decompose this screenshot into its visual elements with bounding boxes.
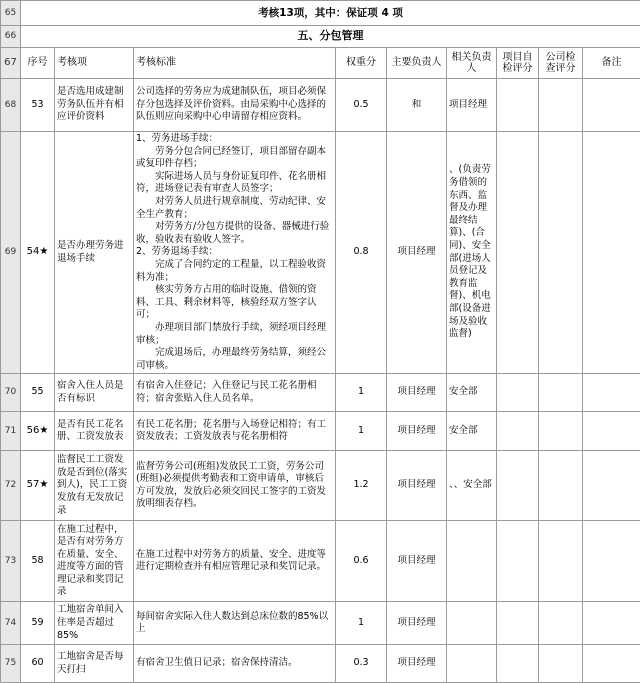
standard-line: 有宿舍卫生值日记录；宿舍保持清洁。	[136, 657, 333, 670]
self-score-cell[interactable]	[497, 79, 539, 132]
section-title[interactable]: 五、分包管理	[21, 26, 640, 48]
related-owner-cell[interactable]	[447, 602, 497, 645]
weight-cell[interactable]: 1	[336, 412, 387, 451]
row-number[interactable]: 68	[1, 79, 21, 132]
remark-cell[interactable]	[583, 602, 640, 645]
standard-cell[interactable]	[134, 412, 336, 451]
standard-cell[interactable]	[134, 79, 336, 132]
table-row	[1, 412, 640, 451]
row-number[interactable]: 73	[1, 521, 21, 602]
table-row	[1, 602, 640, 645]
standard-cell[interactable]	[134, 521, 336, 602]
remark-cell[interactable]	[583, 521, 640, 602]
row-number[interactable]: 74	[1, 602, 21, 645]
main-owner-cell[interactable]: 和	[387, 79, 447, 132]
seq-cell[interactable]: 57★	[21, 451, 55, 521]
standard-cell[interactable]	[134, 451, 336, 521]
weight-cell[interactable]: 1.2	[336, 451, 387, 521]
standard-cell[interactable]	[134, 374, 336, 412]
related-owner-cell[interactable]: 、、安全部	[447, 451, 497, 521]
remark-cell[interactable]	[583, 451, 640, 521]
header-self-score[interactable]: 项目自检评分	[497, 48, 539, 79]
header-row	[1, 48, 640, 79]
related-owner-cell[interactable]: 项目经理	[447, 79, 497, 132]
company-score-cell[interactable]	[539, 645, 583, 683]
standard-line: 完成了合同约定的工程量，以工程验收资料为准；	[136, 259, 333, 284]
standard-line: 对劳务人员进行规章制度、劳动纪律、安全生产教育；	[136, 196, 333, 221]
table-row	[1, 521, 640, 602]
row-number[interactable]: 67	[1, 48, 21, 79]
summary-text[interactable]: 考核13项，其中：保证项 4 项	[21, 1, 640, 26]
standard-line: 核实劳务方占用的临时设施、借领的资料、工具、剩余材料等，核验经双方签字认可；	[136, 284, 333, 322]
weight-cell[interactable]: 0.8	[336, 132, 387, 374]
self-score-cell[interactable]	[497, 645, 539, 683]
header-standard[interactable]: 考核标准	[134, 48, 336, 79]
standard-line: 办理项目部门禁放行手续，须经项目经理审核；	[136, 322, 333, 347]
seq-cell[interactable]: 53	[21, 79, 55, 132]
standard-line: 在施工过程中对劳务方的质量、安全、进度等进行定期检查并有相应管理记录和奖罚记录。	[136, 549, 333, 574]
self-score-cell[interactable]	[497, 451, 539, 521]
row-number[interactable]: 66	[1, 26, 21, 48]
header-seq[interactable]: 序号	[21, 48, 55, 79]
company-score-cell[interactable]	[539, 521, 583, 602]
seq-cell[interactable]: 54★	[21, 132, 55, 374]
seq-cell[interactable]: 55	[21, 374, 55, 412]
item-cell[interactable]: 工地宿舍是否每天打扫	[55, 645, 134, 683]
item-cell[interactable]: 在施工过程中，是否有对劳务方在质量、安全、进度等方面的管理记录和奖罚记录	[55, 521, 134, 602]
company-score-cell[interactable]	[539, 374, 583, 412]
remark-cell[interactable]	[583, 645, 640, 683]
related-owner-cell[interactable]	[447, 521, 497, 602]
row-number[interactable]: 70	[1, 374, 21, 412]
self-score-cell[interactable]	[497, 602, 539, 645]
weight-cell[interactable]: 0.6	[336, 521, 387, 602]
weight-cell[interactable]: 0.3	[336, 645, 387, 683]
table-row	[1, 79, 640, 132]
header-main-owner[interactable]: 主要负责人	[387, 48, 447, 79]
company-score-cell[interactable]	[539, 79, 583, 132]
standard-line: 2、劳务退场手续：	[136, 246, 333, 259]
row-number[interactable]: 71	[1, 412, 21, 451]
row-number[interactable]: 69	[1, 132, 21, 374]
standard-line: 劳务分包合同已经签订，项目部留存副本或复印件存档；	[136, 146, 333, 171]
item-cell[interactable]: 监督民工工资发放是否到位(落实到人)，民工工资发放有无发放记录	[55, 451, 134, 521]
standard-line: 监督劳务公司(班组)发放民工工资，劳务公司(班组)必须提供考勤表和工资申请单，审核后方可发放，发放后必须交回民工签字的工资发放明细表存档。	[136, 461, 333, 511]
header-related-owner[interactable]: 相关负责人	[447, 48, 497, 79]
company-score-cell[interactable]	[539, 412, 583, 451]
company-score-cell[interactable]	[539, 451, 583, 521]
self-score-cell[interactable]	[497, 132, 539, 374]
main-owner-cell[interactable]: 项目经理	[387, 412, 447, 451]
related-owner-cell[interactable]	[447, 645, 497, 683]
item-cell[interactable]: 是否办理劳务进退场手续	[55, 132, 134, 374]
remark-cell[interactable]	[583, 79, 640, 132]
section-row	[1, 26, 640, 48]
company-score-cell[interactable]	[539, 132, 583, 374]
row-number[interactable]: 75	[1, 645, 21, 683]
row-number[interactable]: 65	[1, 1, 21, 26]
self-score-cell[interactable]	[497, 374, 539, 412]
table-row	[1, 645, 640, 683]
related-owner-cell[interactable]: 安全部	[447, 374, 497, 412]
standard-cell[interactable]	[134, 602, 336, 645]
main-owner-cell[interactable]: 项目经理	[387, 521, 447, 602]
summary-row	[1, 1, 640, 26]
main-owner-cell[interactable]: 项目经理	[387, 451, 447, 521]
standard-line: 有民工花名册；花名册与入场登记相符；有工资发放表；工资发放表与花名册相符	[136, 419, 333, 444]
item-cell[interactable]: 是否有民工花名册、工资发放表	[55, 412, 134, 451]
standard-cell[interactable]	[134, 132, 336, 374]
seq-cell[interactable]: 58	[21, 521, 55, 602]
weight-cell[interactable]: 1	[336, 602, 387, 645]
remark-cell[interactable]	[583, 374, 640, 412]
standard-line: 每间宿舍实际入住人数达到总床位数的85%以上	[136, 611, 333, 636]
standard-line: 1、劳务进场手续：	[136, 133, 333, 146]
item-cell[interactable]: 是否选用成建制劳务队伍并有相应评价资料	[55, 79, 134, 132]
standard-line: 有宿舍入住登记；入住登记与民工花名册相符；宿舍张贴入住人员名单。	[136, 380, 333, 405]
table-row	[1, 451, 640, 521]
main-owner-cell[interactable]: 项目经理	[387, 374, 447, 412]
remark-cell[interactable]	[583, 412, 640, 451]
header-remark[interactable]: 备注	[583, 48, 640, 79]
item-cell[interactable]: 工地宿舍单间入住率是否超过85%	[55, 602, 134, 645]
header-item[interactable]: 考核项	[55, 48, 134, 79]
seq-cell[interactable]: 60	[21, 645, 55, 683]
header-company-score[interactable]: 公司检查评分	[539, 48, 583, 79]
seq-cell[interactable]: 59	[21, 602, 55, 645]
weight-cell[interactable]: 0.5	[336, 79, 387, 132]
self-score-cell[interactable]	[497, 412, 539, 451]
standard-line: 对劳务方/分包方提供的设备、器械进行验收，验收表有验收人签字。	[136, 221, 333, 246]
item-cell[interactable]: 宿舍入住人员是否有标识	[55, 374, 134, 412]
row-number[interactable]: 72	[1, 451, 21, 521]
main-owner-cell[interactable]: 项目经理	[387, 645, 447, 683]
main-owner-cell[interactable]: 项目经理	[387, 132, 447, 374]
standard-line: 实际进场人员与身份证复印件、花名册相符，进场登记表有审查人员签字；	[136, 171, 333, 196]
table-row	[1, 374, 640, 412]
remark-cell[interactable]	[583, 132, 640, 374]
standard-cell[interactable]	[134, 645, 336, 683]
standard-line: 公司选择的劳务应为成建制队伍，项目必须保存分包选择及评价资料。由局采购中心选择的队伍则应向采购中心申请留存相应资料。	[136, 86, 333, 124]
table-row	[1, 132, 640, 374]
seq-cell[interactable]: 56★	[21, 412, 55, 451]
main-owner-cell[interactable]: 项目经理	[387, 602, 447, 645]
standard-line: 完成退场后，办理最终劳务结算，须经公司审核。	[136, 347, 333, 372]
weight-cell[interactable]: 1	[336, 374, 387, 412]
company-score-cell[interactable]	[539, 602, 583, 645]
related-owner-cell[interactable]: 、(负责劳务借领的东西、监督及办理最终结算)、(合同)、安全部(进场人员登记及教育监督)、机电部(设备进场及验收监督)	[447, 132, 497, 374]
header-weight[interactable]: 权重分	[336, 48, 387, 79]
related-owner-cell[interactable]: 安全部	[447, 412, 497, 451]
self-score-cell[interactable]	[497, 521, 539, 602]
